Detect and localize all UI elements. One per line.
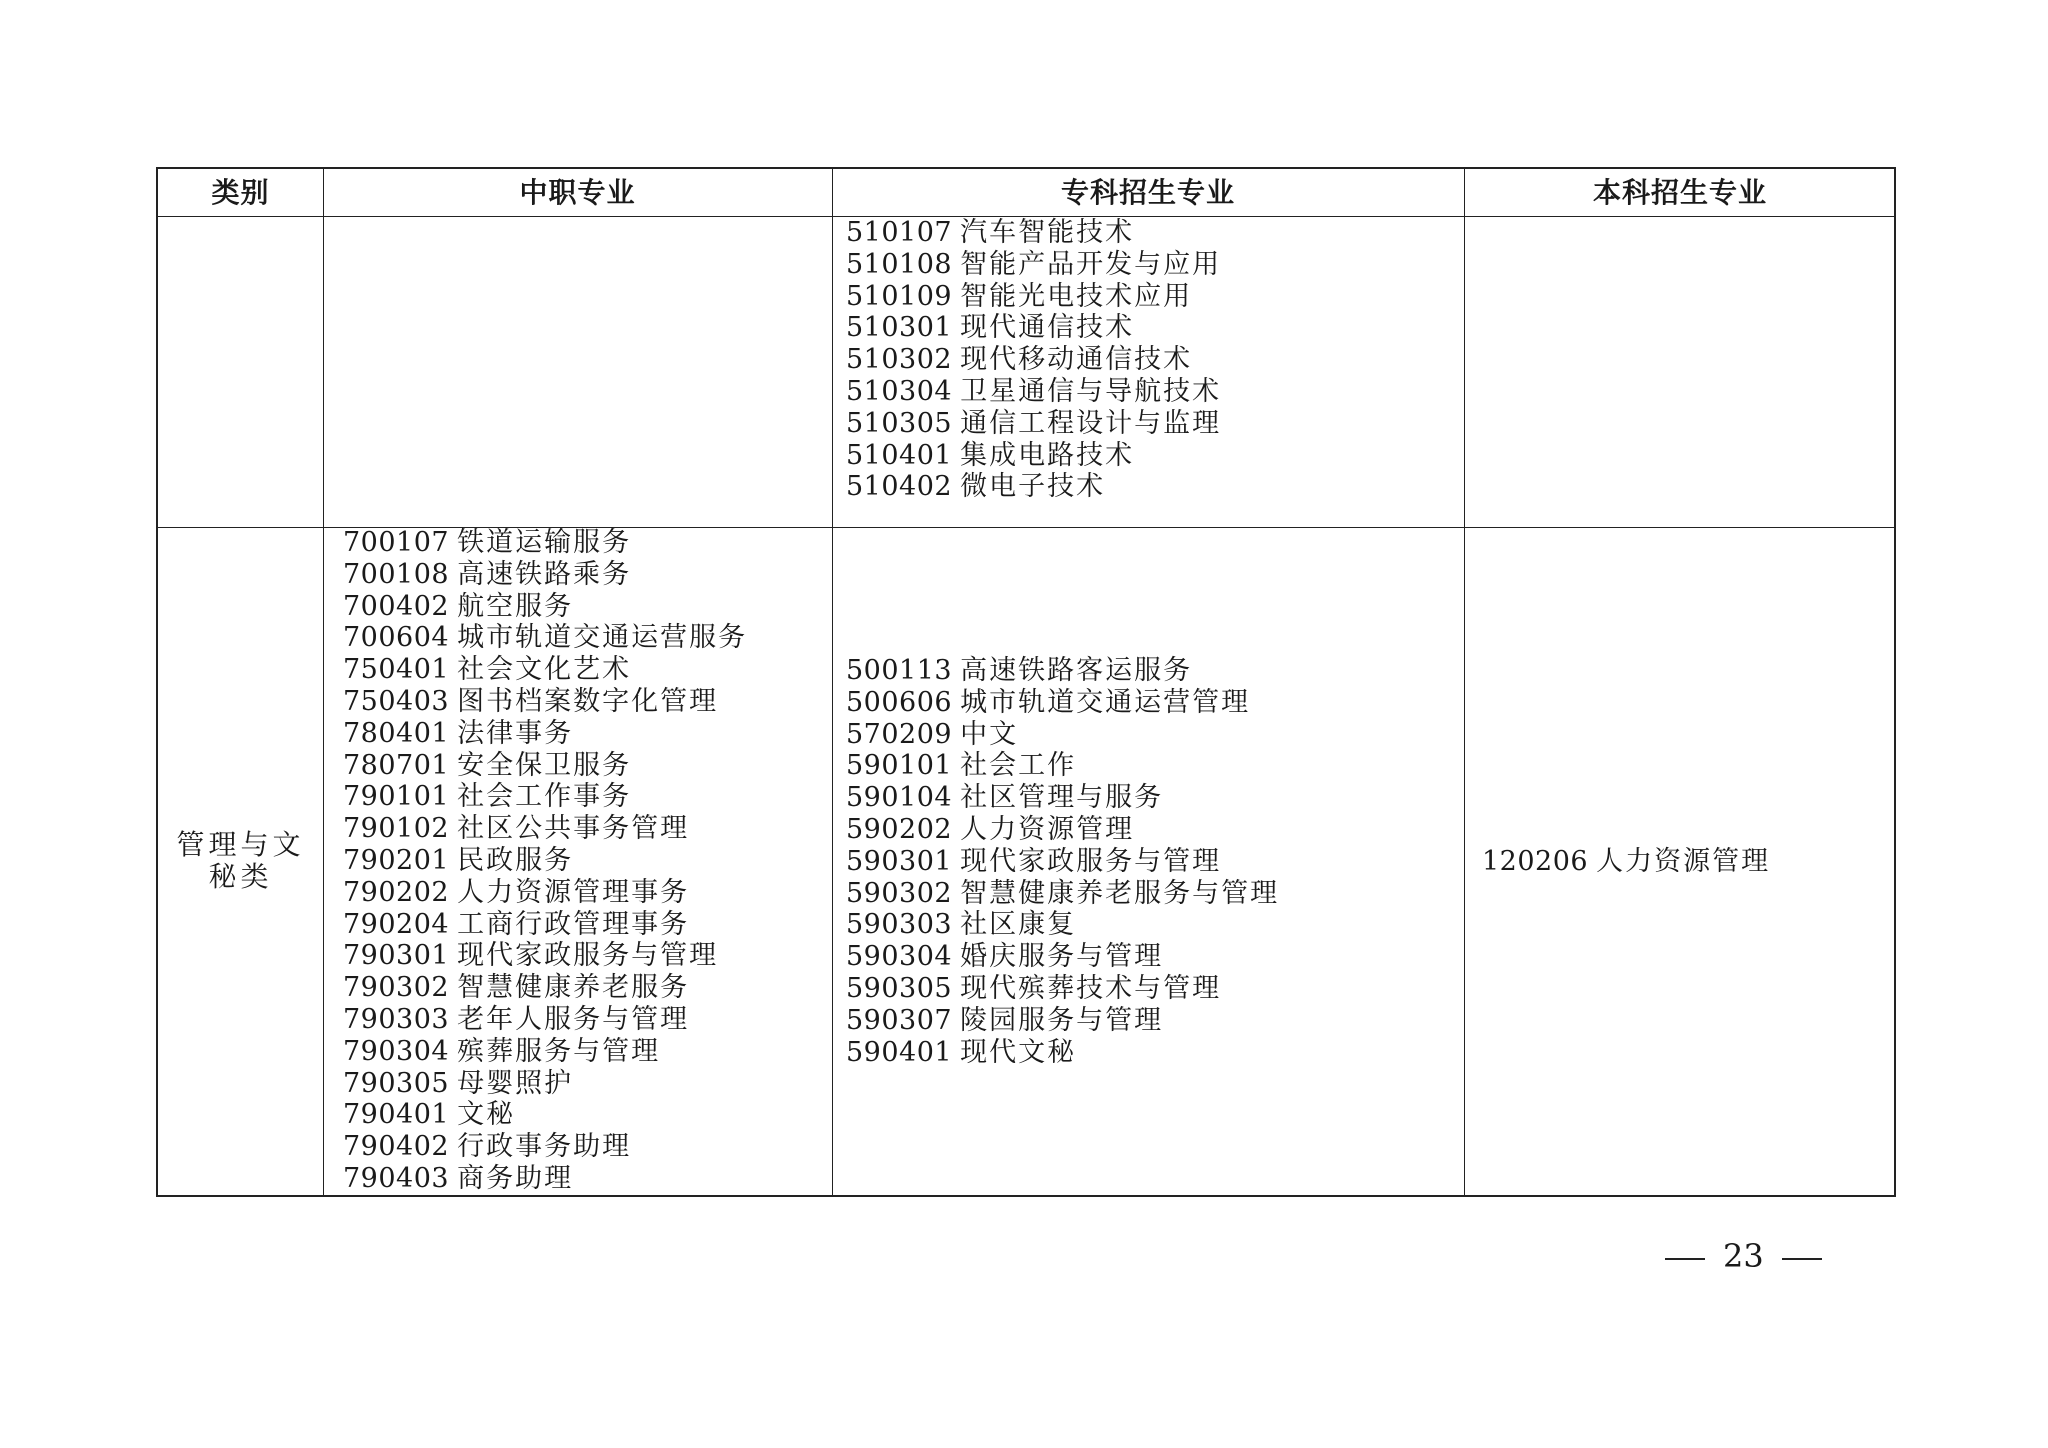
list-item: 590101 社会工作 — [846, 750, 1077, 782]
page-number — [1665, 1236, 1822, 1276]
list-item: 590304 婚庆服务与管理 — [846, 941, 1164, 973]
header-zhongzhi: 中职专业 — [519, 176, 636, 209]
row2-zhongzhi-list — [343, 527, 747, 1195]
list-item: 790202 人力资源管理事务 — [343, 876, 690, 908]
column-divider — [323, 169, 324, 1195]
list-item: 780701 安全保卫服务 — [343, 749, 632, 781]
list-item: 790303 老年人服务与管理 — [343, 1003, 690, 1035]
list-item: 510305 通信工程设计与监理 — [846, 407, 1222, 439]
list-item: 590303 社区康复 — [846, 909, 1077, 941]
list-item: 510302 现代移动通信技术 — [846, 344, 1193, 376]
list-item: 790305 母婴照护 — [343, 1067, 574, 1099]
list-item: 790402 行政事务助理 — [343, 1131, 632, 1163]
row2-zhuanke-list — [846, 655, 1279, 1068]
list-item: 570209 中文 — [846, 718, 1019, 750]
list-item: 510304 卫星通信与导航技术 — [846, 375, 1222, 407]
list-item: 510109 智能光电技术应用 — [846, 280, 1193, 312]
category-line: 管理与文 — [176, 828, 305, 861]
list-item: 510108 智能产品开发与应用 — [846, 248, 1222, 280]
header-benke: 本科招生专业 — [1592, 176, 1767, 209]
list-item: 700107 铁道运输服务 — [343, 527, 632, 558]
header-zhuanke: 专科招生专业 — [1060, 176, 1235, 209]
row2-category — [158, 829, 323, 893]
list-item: 790302 智慧健康养老服务 — [343, 972, 690, 1004]
column-divider — [1464, 169, 1465, 1195]
list-item: 590302 智慧健康养老服务与管理 — [846, 877, 1280, 909]
list-item: 700108 高速铁路乘务 — [343, 558, 632, 590]
list-item: 510301 现代通信技术 — [846, 312, 1135, 344]
list-item: 750403 图书档案数字化管理 — [343, 685, 719, 717]
list-item: 500113 高速铁路客运服务 — [846, 655, 1193, 686]
list-item: 590202 人力资源管理 — [846, 813, 1135, 845]
list-item: 750401 社会文化艺术 — [343, 654, 632, 686]
column-divider — [832, 169, 833, 1195]
major-table — [156, 167, 1896, 1197]
page-number-value: 23 — [1723, 1237, 1764, 1275]
page-number-dash — [1782, 1258, 1822, 1260]
list-item: 120206 人力资源管理 — [1482, 846, 1771, 877]
list-item: 790304 殡葬服务与管理 — [343, 1035, 661, 1067]
list-item: 700604 城市轨道交通运营服务 — [343, 622, 748, 654]
list-item: 590104 社区管理与服务 — [846, 782, 1164, 814]
list-item: 790301 现代家政服务与管理 — [343, 940, 719, 972]
list-item: 790403 商务助理 — [343, 1162, 574, 1194]
row1-zhuanke-list — [846, 217, 1221, 503]
list-item: 500606 城市轨道交通运营管理 — [846, 686, 1251, 718]
list-item: 790401 文秘 — [343, 1099, 516, 1131]
page-number-dash — [1665, 1258, 1705, 1260]
list-item: 590401 现代文秘 — [846, 1036, 1077, 1068]
list-item: 790102 社区公共事务管理 — [343, 813, 690, 845]
row2-benke-list — [1482, 846, 1770, 878]
category-line: 秘类 — [208, 860, 273, 893]
list-item: 780401 法律事务 — [343, 717, 574, 749]
list-item: 510107 汽车智能技术 — [846, 217, 1135, 248]
list-item: 790204 工商行政管理事务 — [343, 908, 690, 940]
list-item: 700402 航空服务 — [343, 590, 574, 622]
list-item: 790201 民政服务 — [343, 844, 574, 876]
header-category: 类别 — [211, 176, 270, 209]
list-item: 510401 集成电路技术 — [846, 439, 1135, 471]
list-item: 790101 社会工作事务 — [343, 781, 632, 813]
list-item: 590301 现代家政服务与管理 — [846, 845, 1222, 877]
list-item: 590305 现代殡葬技术与管理 — [846, 972, 1222, 1004]
list-item: 510402 微电子技术 — [846, 471, 1106, 503]
list-item: 590307 陵园服务与管理 — [846, 1004, 1164, 1036]
